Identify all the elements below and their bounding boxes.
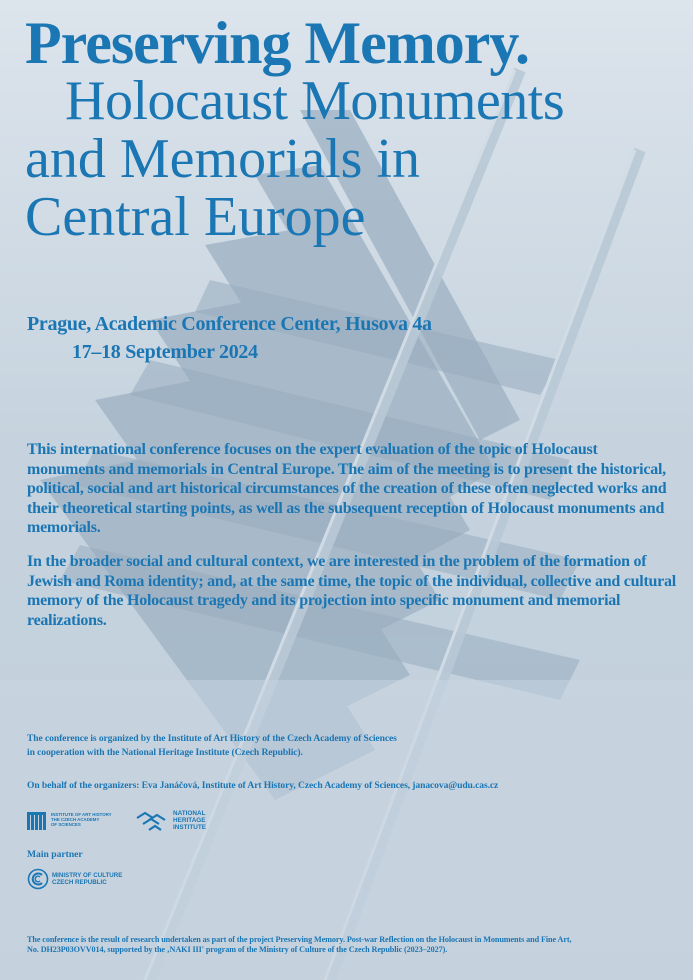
national-heritage-institute-logo: [135, 810, 207, 837]
organizer-contact: On behalf of the organizers: Eva Janáčová, Institute of Art History, Czech Academy of Sciences, janacova@udu.cas.cz: [27, 780, 499, 791]
title-line-1: Preserving Memory.: [25, 10, 530, 76]
nhi-mark-icon: [135, 810, 169, 832]
venue-and-dates: [27, 310, 432, 366]
conference-description: [27, 440, 677, 644]
title-line-2: Holocaust Monuments: [65, 70, 565, 132]
poster-title: [25, 10, 565, 248]
institute-of-art-history-logo: [27, 812, 112, 835]
venue-location: Prague, Academic Conference Center, Husova 4a: [27, 313, 432, 335]
organizers-statement: [27, 732, 667, 760]
iah-text-line-1: INSTITUTE OF ART HISTORY: [51, 812, 112, 817]
ministry-logo-text: [52, 872, 172, 886]
organizers-line-1: The conference is organized by the Institute of Art History of the Czech Academy of Sciences: [27, 733, 397, 744]
title-line-3: and Memorials in: [25, 128, 421, 190]
ministry-of-culture-logo: [27, 868, 177, 890]
ministry-text-line-1: MINISTRY OF CULTURE: [52, 872, 123, 879]
iah-mark-icon: [27, 812, 47, 830]
description-paragraph-1: This international conference focuses on the expert evaluation of the topic of Holocaust monuments and memorials in Central Europe. The aim of the meeting is to present the historical, political, social and art historical circumstances of the creation of these often neglected works and their theoretical starting points, as well as the subsequent reception of Holocaust monuments and memorials.: [27, 441, 667, 537]
conference-dates: 17–18 September 2024: [72, 341, 258, 363]
nhi-text-line-3: INSTITUTE: [173, 824, 207, 831]
iah-text-line-2: THE CZECH ACADEMY: [51, 817, 100, 822]
nhi-logo-text: [173, 810, 233, 831]
ministry-mark-icon: [27, 868, 49, 890]
description-paragraph-2: In the broader social and cultural context, we are interested in the problem of the formation of Jewish and Roma identity; and, at the same time, the topic of the individual, collective and cultural memory of the Holocaust tragedy and its projection into specific monument and memorial realizations.: [27, 552, 676, 629]
footnote-line-2: No. DH23P03OVV014, supported by the ‚NAKI III' program of the Ministry of Culture of the Czech Republic (2023–2027).: [27, 945, 448, 954]
ministry-text-line-2: CZECH REPUBLIC: [52, 879, 107, 886]
main-partner-label: Main partner: [27, 849, 83, 860]
title-line-4: Central Europe: [25, 186, 366, 248]
nhi-text-line-1: NATIONAL: [173, 810, 206, 817]
iah-logo-text: [51, 812, 121, 827]
organizer-logos: [27, 810, 327, 836]
nhi-text-line-2: HERITAGE: [173, 817, 206, 824]
iah-text-line-3: OF SCIENCES: [51, 822, 81, 827]
footnote-line-1: The conference is the result of research undertaken as part of the project Preserving Memory. Post-war Reflection on the Holocaust in Monuments and Fine Art,: [27, 935, 572, 944]
organizers-line-2: in cooperation with the National Heritage Institute (Czech Republic).: [27, 747, 303, 758]
funding-footnote: [27, 935, 672, 955]
